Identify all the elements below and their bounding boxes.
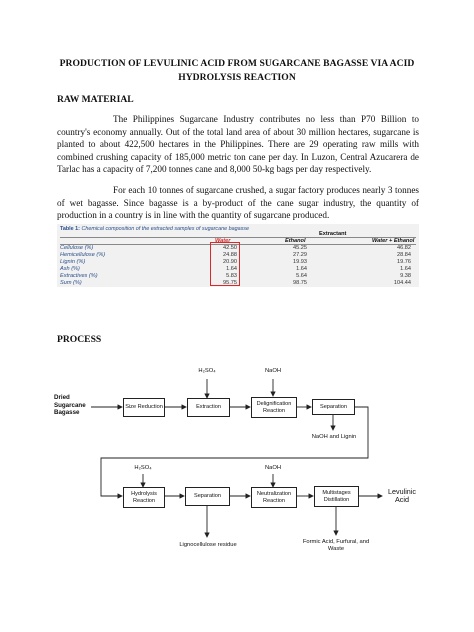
composition-table — [57, 224, 419, 287]
label-naoh-lignin: NaOH and Lignin — [311, 434, 357, 440]
table-cell: 46.82 — [397, 245, 411, 251]
table-cell: 19.93 — [293, 259, 307, 265]
box-delignification: Delignification Reaction — [251, 397, 297, 418]
table-extractant-label: Extractant — [319, 231, 347, 237]
table-cell: 42.50 — [223, 245, 237, 251]
process-heading: PROCESS — [57, 334, 102, 345]
table-cell: 45.25 — [293, 245, 307, 251]
table-col-water: Water — [215, 238, 231, 244]
table-row-label: Lignin (%) — [60, 259, 86, 265]
box-distillation: Multistages Distillation — [314, 486, 359, 507]
table-cell: 28.84 — [397, 252, 411, 258]
table-row-label: Extractives (%) — [60, 273, 98, 279]
table-cell: 9.38 — [400, 273, 411, 279]
table-cell: 98.75 — [293, 280, 307, 286]
box-size-reduction: Size Reduction — [123, 398, 165, 417]
table-cell: 24.88 — [223, 252, 237, 258]
table-cell: 20.90 — [223, 259, 237, 265]
table-caption — [60, 226, 249, 232]
box-separation-1: Separation — [312, 399, 355, 415]
label-h2so4-2: H₂SO₄ — [134, 465, 152, 471]
table-row-label: Ash (%) — [60, 266, 80, 272]
label-h2so4-1: H₂SO₄ — [198, 368, 216, 374]
label-formic-furfural-waste: Formic Acid, Furfural, and Waste — [302, 539, 370, 552]
table-cell: 5.83 — [226, 273, 237, 279]
table-cell: 19.76 — [397, 259, 411, 265]
table-row-label: Sum (%) — [60, 280, 82, 286]
input-dried-bagasse: Dried Sugarcane Bagasse — [54, 394, 86, 417]
table-cell: 1.64 — [400, 266, 411, 272]
table-col-ethanol: Ethanol — [285, 238, 306, 244]
table-cell: 104.44 — [393, 280, 411, 286]
table-row-label: Hemicellulose (%) — [60, 252, 106, 258]
box-extraction: Extraction — [187, 398, 230, 417]
table-cell: 1.64 — [226, 266, 237, 272]
paragraph-1-text: The Philippines Sugarcane Industry contributes no less than P70 Billion to country's economy annually. Out of the total land area of about 30 million hectares, sugarcane is planted to about 422,500 hectares in the Philippines. There are 29 operating raw mills with combined crushing capacity of 185,000 metric ton cane per day. In Luzon, Central Azucarera de Tarlac has a capacity of 7,200 tonnes cane and 8,000 50-kg bags per day respectively. — [57, 114, 419, 175]
table-cell: 95.75 — [223, 280, 237, 286]
table-cell: 27.29 — [293, 252, 307, 258]
box-separation-2: Separation — [185, 487, 230, 506]
process-flow-diagram — [0, 360, 474, 590]
raw-material-heading: RAW MATERIAL — [57, 94, 134, 105]
label-lignocellulose-residue: Lignocellulose residue — [179, 542, 237, 548]
document-title: PRODUCTION OF LEVULINIC ACID FROM SUGARCANE BAGASSE VIA ACID HYDROLYSIS REACTION — [59, 58, 415, 83]
paragraph-2 — [57, 184, 419, 222]
table-cell: 5.64 — [296, 273, 307, 279]
table-row-label: Cellulose (%) — [60, 245, 94, 251]
label-levulinic-acid: Levulinic Acid — [388, 487, 416, 505]
table-col-water-ethanol: Water + Ethanol — [372, 238, 415, 244]
table-rule-top — [60, 237, 416, 238]
box-hydrolysis: Hydrolysis Reaction — [123, 487, 165, 508]
table-row — [57, 280, 419, 287]
table-caption-text: Chemical composition of the extracted samples of sugarcane bagasse — [79, 226, 249, 232]
label-naoh-1: NaOH — [264, 368, 282, 374]
table-caption-number: Table 1: — [60, 226, 80, 232]
label-naoh-2: NaOH — [264, 465, 282, 471]
paragraph-1 — [57, 113, 419, 176]
box-neutralization: Neutralization Reaction — [251, 487, 297, 508]
table-cell: 1.64 — [296, 266, 307, 272]
paragraph-2-text: For each 10 tonnes of sugarcane crushed, a sugar factory produces nearly 3 tonnes of wet bagasse. Since bagasse is a by-product of the cane sugar industry, the quantity of production in a country is in line with the quantity of sugarcane produced. — [57, 185, 419, 221]
arrow-loop — [101, 407, 368, 496]
